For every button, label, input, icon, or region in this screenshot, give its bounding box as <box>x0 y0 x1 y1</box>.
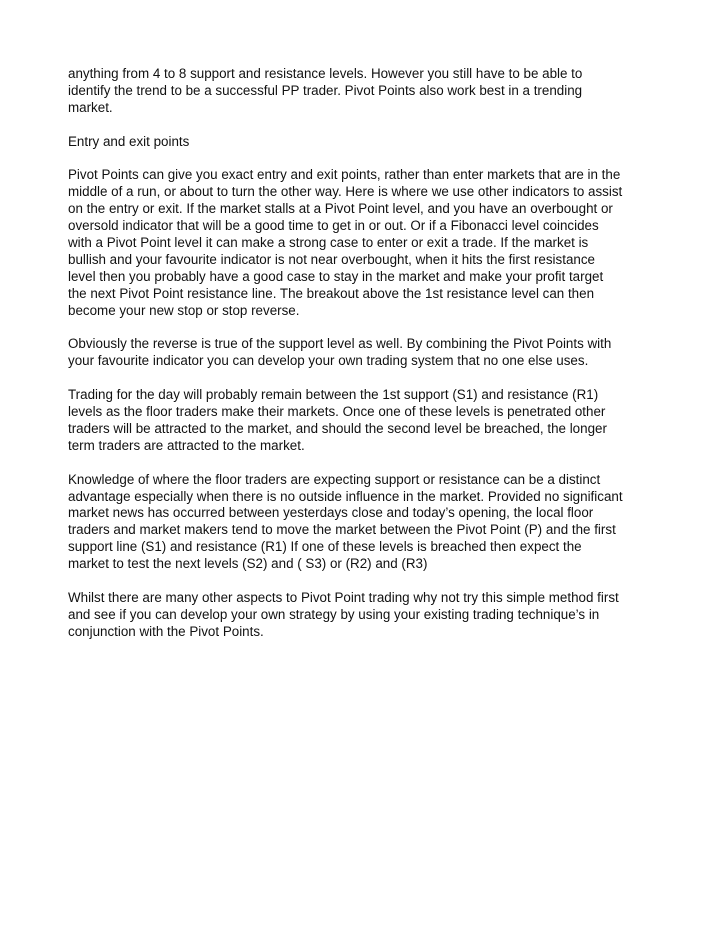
text-line: Trading for the day will probably remain between the 1st support (S1) and resistance (R1) <box>68 387 599 403</box>
paragraph-trading-day <box>68 387 668 455</box>
text-line: middle of a run, or about to turn the other way. Here is where we use other indicators to assist <box>68 184 623 200</box>
paragraph-knowledge <box>68 472 668 573</box>
text-line: become your new stop or stop reverse. <box>68 302 300 318</box>
paragraph-reverse <box>68 336 668 370</box>
text-line: with a Pivot Point level it can make a strong case to enter or exit a trade. If the market is <box>68 235 589 251</box>
paragraph-intro-continued <box>68 66 668 117</box>
text-line: market. <box>68 99 113 115</box>
text-line: levels as the floor traders make their markets. Once one of these levels is penetrated other <box>68 404 606 420</box>
text-line: Pivot Points can give you exact entry and exit points, rather than enter markets that are in the <box>68 167 621 183</box>
text-line: on the entry or exit. If the market stalls at a Pivot Point level, and you have an overbought or <box>68 201 613 217</box>
text-line: market to test the next levels (S2) and ( S3) or (R2) and (R3) <box>68 556 428 572</box>
text-line: oversold indicator that will be a good time to get in or out. Or if a Fibonacci level coincides <box>68 218 599 234</box>
text-line: Knowledge of where the floor traders are expecting support or resistance can be a distinct <box>68 471 601 487</box>
text-line: term traders are attracted to the market. <box>68 437 305 453</box>
text-line: traders and market makers tend to move the market between the Pivot Point (P) and the first <box>68 522 616 538</box>
text-line: Whilst there are many other aspects to Pivot Point trading why not try this simple method first <box>68 590 619 605</box>
text-line: traders will be attracted to the market, and should the second level be breached, the longer <box>68 420 607 436</box>
text-line: identify the trend to be a successful PP trader. Pivot Points also work best in a trending <box>68 82 583 98</box>
text-line: market news has occurred between yesterdays close and today’s opening, the local floor <box>68 505 594 521</box>
paragraph-entry-exit <box>68 167 668 319</box>
text-line: advantage especially when there is no outside influence in the market. Provided no significant <box>68 488 623 504</box>
text-line: bullish and your favourite indicator is not near overbought, when it hits the first resistance <box>68 251 595 267</box>
document-page <box>68 66 668 658</box>
text-line: anything from 4 to 8 support and resistance levels. However you still have to be able to <box>68 66 583 81</box>
text-line: Obviously the reverse is true of the support level as well. By combining the Pivot Points with <box>68 336 612 352</box>
text-line: support line (S1) and resistance (R1) If one of these levels is breached then expect the <box>68 539 582 555</box>
text-line: and see if you can develop your own strategy by using your existing trading technique’s in <box>68 606 600 622</box>
section-heading-text: Entry and exit points <box>68 133 190 149</box>
text-line: your favourite indicator you can develop your own trading system that no one else uses. <box>68 353 589 369</box>
text-line: the next Pivot Point resistance line. The breakout above the 1st resistance level can then <box>68 285 595 301</box>
paragraph-whilst <box>68 590 668 641</box>
section-heading <box>68 134 668 151</box>
text-line: conjunction with the Pivot Points. <box>68 623 264 639</box>
text-line: level then you probably have a good case to stay in the market and make your profit target <box>68 268 604 284</box>
